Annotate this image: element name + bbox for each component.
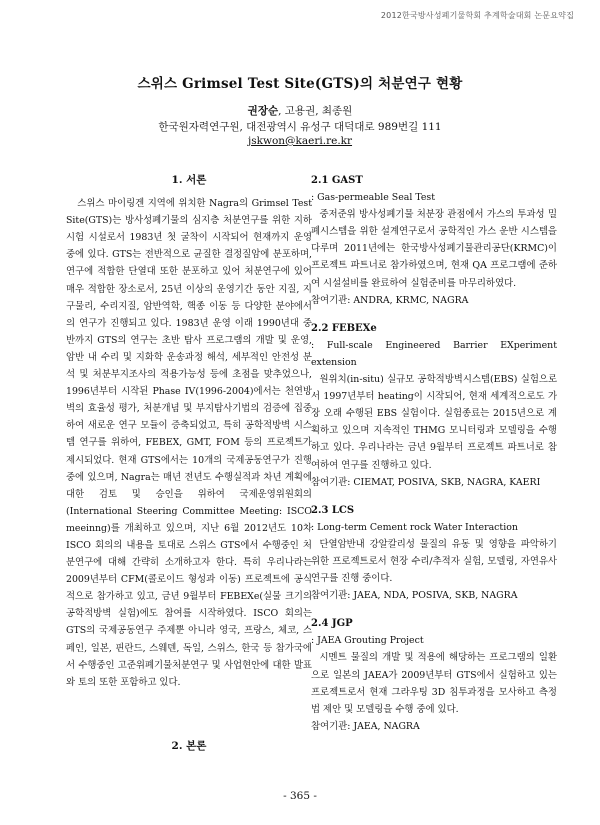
subsection-participants: 참여기관: CIEMAT, POSIVA, SKB, NAGRA, KAERI — [311, 476, 541, 488]
intro-paragraph: 스위스 마이링겐 지역에 위치한 Nagra의 Grimsel Test Site(GTS)는 방사성폐기물의 심지층 처분연구를 위한 지하시험 시설로서 1983년 첫 굴착이 시작되어 현재까지 운영 중에 있다. GTS는 전반적으로 균질한 결정질암에 분포하며, 연구에 적합한 단열대 또한 분포하고 있어 처분연구에 있어 매우 적합한 장소로서, 25년 이상의 운영기간 동안 지질, 지구물리, 수리지질, 암반역학, 핵종 이동 등 다양한 분야에서의 연구가 진행되고 있다. 1983년 운영 이래 1990년대 중반까지 GTS의 연구는 초반 탐사 프로그램의 개발 및 운영, 암반 내 수리 및 지화학 운송과정 해석, 세부적인 안전성 분석 및 처분부지조사의 적용가능성 등에 초점을 맞추었으나, 1996년부터 시작된 Phase IV(1996-2004)에서는 천연방벽의 효율성 평가, 처분개념 및 부지탐사기법의 검증에 집중하여 새로운 연구 모듈이 증축되었고, 특히 공학적방벽 시스템 연구를 위하여, FEBEX, GMT, FOM 등의 프로젝트가 제시되었다. 현재 GTS에서는 10개의 국제공동연구가 진행 중에 있으며, Nagra는 매년 전년도 수행실적과 차년 계획에 대한 검토 및 승인을 위하여 국제운영위원회의(International Steering Committee Meeting: ISCO meeinng)를 개최하고 있으며, 지난 6월 2012년도 10차 ISCO 회의의 내용을 토대로 스위스 GTS에서 수행중인 처분연구에 대해 간략히 소개하고자 한다. 특히 우리나라는 2009년부터 CFM(콜로이드 형성과 이동) 프로젝트에 공식적으로 참가하고 있고, 금년 9월부터 FEBEXe(실물 크기의 공학적방벽 실험)에도 참여를 시작하였다. ISCO 회의는 GTS의 국제공동연구 주제뿐 아니라 영국, 프랑스, 체코, 스페인, 일본, 핀란드, 스웨덴, 독일, 스위스, 한국 등 참가국에서 수행중인 고준위폐기물처분연구 및 사업현안에 대한 발표와 토의 또한 포함하고 있다. — [66, 198, 312, 688]
affiliation: 한국원자력연구원, 대전광역시 유성구 대덕대로 989번길 111 — [158, 121, 442, 133]
subsection-subtitle: : Gas-permeable Seal Test — [311, 192, 435, 204]
subsection-text: 시멘트 물질의 개발 및 적용에 해당하는 프로그램의 일환으로 일본의 JAEA가 2009년부터 GTS에서 실험하고 있는 프로젝트로서 현재 그라우팅 3D 침투과정을 모사하고 측정법 제안 및 모델링을 수행 중에 있다. — [311, 652, 557, 715]
subsection-gast — [311, 172, 557, 309]
header-note: 2012한국방사성폐기물학회 추계학술대회 논문요약집 — [380, 11, 574, 20]
subsection-heading: 2.2 FEBEXe — [311, 322, 377, 334]
paper-title: 스위스 Grimsel Test Site(GTS)의 처분연구 현황 — [137, 76, 463, 92]
left-column — [66, 172, 312, 691]
subsection-subtitle: : Long-term Cement rock Water Interaction — [311, 521, 518, 533]
author-line — [0, 103, 600, 118]
subsection-participants: 참여기관: JAEA, NDA, POSIVA, SKB, NAGRA — [311, 590, 518, 602]
section-heading-main: 2. 본론 — [171, 740, 207, 752]
subsection-lcs — [311, 502, 557, 605]
subsection-text: 단열암반내 강알칼리성 물질의 유동 및 영향을 파악하기 위한 프로젝트로서 현장 수리/추적자 실험, 모델링, 자연유사연구를 진행 중이다. — [311, 538, 557, 585]
section-heading-intro: 1. 서론 — [171, 174, 207, 186]
right-column — [311, 172, 557, 746]
subsection-subtitle: : JAEA Grouting Project — [311, 635, 424, 647]
subsection-heading: 2.4 JGP — [311, 618, 353, 630]
co-authors: , 고용권, 최종원 — [278, 105, 353, 117]
subsection-jgp — [311, 615, 557, 735]
page-number: - 365 - — [283, 790, 317, 802]
author-email: jskwon@kaeri.re.kr — [247, 135, 353, 147]
subsection-heading: 2.3 LCS — [311, 504, 355, 516]
subsection-subtitle: : Full-scale Engineered Barrier EXperiment extension — [311, 339, 557, 368]
subsection-heading: 2.1 GAST — [311, 175, 363, 186]
lead-author: 권장순 — [247, 105, 279, 117]
subsection-febexe — [311, 320, 557, 491]
subsection-participants: 참여기관: ANDRA, KRMC, NAGRA — [311, 294, 469, 306]
subsection-participants: 참여기관: JAEA, NAGRA — [311, 720, 420, 732]
subsection-text: 중저준위 방사성폐기물 처분장 관점에서 가스의 투과성 밀폐시스템을 위한 설계연구로서 공학적인 가스 운반 시스템을 다루며 2011년에는 한국방사성폐기물관리공단(KRMC)이 프로젝트 파트너로 참가하였으며, 현재 QA 프로그램에 준하여 시설설비를 완료하여 실험준비를 마무리하였다. — [311, 209, 557, 289]
subsection-text: 원위치(in-situ) 실규모 공학적방벽시스템(EBS) 실험으로서 1997년부터 heating이 시작되어, 현재 세계적으로도 가장 오래 수행된 EBS 실험이다. 실험종료는 2015년으로 계획하고 있으며 지속적인 THMG 모니터링과 모델링을 수행하고 있다. 우리나라는 금년 9월부터 프로젝트 파트너로 참여하여 연구를 진행하고 있다. — [311, 374, 557, 471]
